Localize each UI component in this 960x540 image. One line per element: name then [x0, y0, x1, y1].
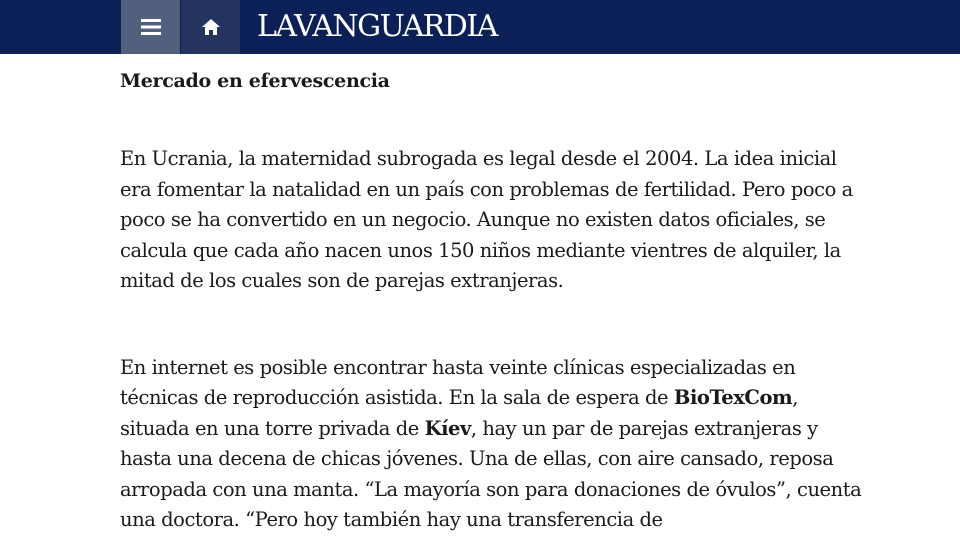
- article-paragraph-2: [120, 353, 865, 536]
- paragraph-text: , situada en una torre privada de: [120, 386, 798, 440]
- article-paragraph-1: En Ucrania, la maternidad subrogada es legal desde el 2004. La idea inicial era fomentar la natalidad en un país con problemas de fertilidad. Pero poco a poco se ha convertido en un negocio. Aunque no existen datos oficiales, se calcula que cada año nacen unos 150 niños mediante vientres de alquiler, la mitad de los cuales son de parejas extranjeras.: [120, 147, 853, 292]
- top-navigation-bar: [0, 0, 960, 54]
- article-body: [120, 54, 865, 536]
- clinic-name: BioTexCom: [673, 386, 793, 409]
- paragraph-text: En internet es posible encontrar hasta veinte clínicas especializadas en técnicas de reproducción asistida. En la sala de espera de: [120, 355, 796, 409]
- home-icon: [202, 19, 220, 35]
- site-logo[interactable]: LAVANGUARDIA: [257, 9, 497, 44]
- section-title: Mercado en efervescencia: [120, 70, 390, 92]
- city-name: Kíev: [424, 416, 471, 440]
- home-button[interactable]: [181, 0, 240, 54]
- menu-button[interactable]: [121, 0, 180, 54]
- paragraph-text: , hay un par de parejas extranjeras y hasta una decena de chicas jóvenes. Una de ellas, con aire cansado, reposa arropada con una manta. “La mayoría son para donaciones de óvulos”, cuenta una doctora. “Pero hoy también hay una transferencia de: [120, 416, 862, 531]
- menu-icon: [141, 18, 161, 36]
